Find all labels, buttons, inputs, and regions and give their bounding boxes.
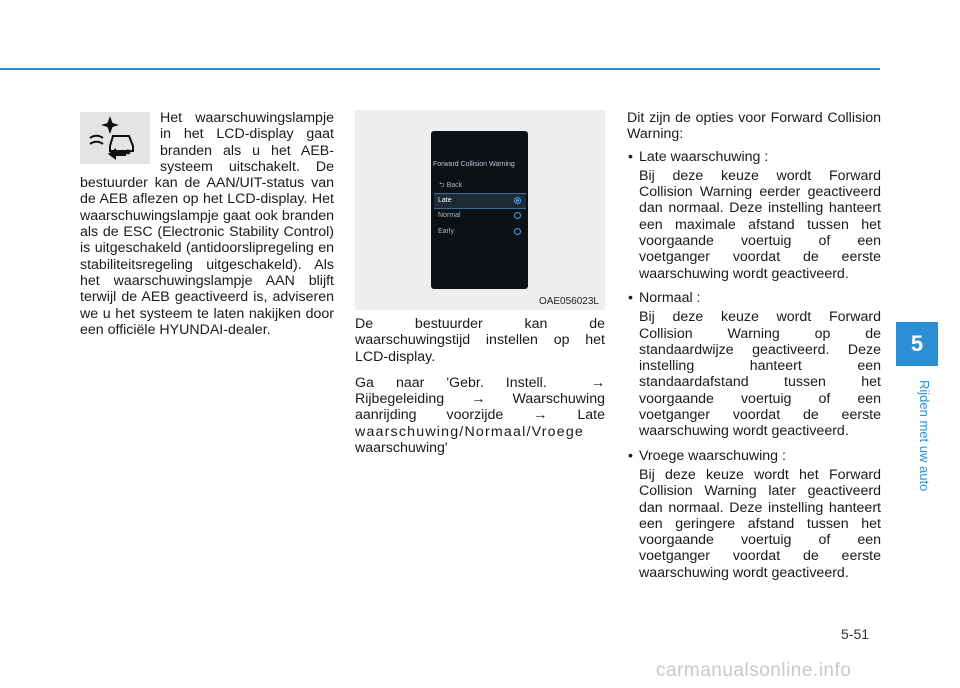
arrow-icon: →	[471, 391, 486, 408]
chapter-label: Rijden met uw auto	[917, 380, 932, 492]
lcd-option-early[interactable]	[434, 225, 526, 239]
option-title-text: Normaal :	[639, 289, 701, 306]
watermark: carmanualsonline.info	[656, 660, 852, 681]
menu-path-part: waarschuwing'	[355, 440, 448, 457]
arrow-icon: →	[533, 407, 548, 424]
chapter-tab: 5	[896, 322, 938, 366]
lcd-option-late[interactable]	[434, 193, 526, 209]
option-body-normal: Bij deze keuze wordt Forward Collision Warning op de standaardwijze geactiveerd. Deze instelling hanteert een standaardafstand tussen het voorgaande voertuig of een voetganger voordat de eerste waarschuwing wordt geactiveerd.	[639, 309, 881, 440]
lcd-screen-title: Forward Collision Warning	[433, 161, 515, 168]
column-middle	[355, 316, 605, 456]
radio-empty-icon	[514, 212, 521, 219]
menu-path-paragraph	[355, 375, 605, 456]
menu-path-part: Waarschuwing aanrijding voorzijde	[355, 391, 605, 424]
column-left	[80, 110, 334, 348]
option-body-early: Bij deze keuze wordt het Forward Collision Warning later geactiveerd dan normaal. Deze instelling hanteert een geringere afstand tussen het voorgaande voertuig of een voetganger voordat de eerste waarschuwing wordt geactiveerd.	[639, 466, 881, 581]
option-title-text: Vroege waarschuwing :	[639, 447, 786, 464]
lcd-option-label: Late	[438, 197, 452, 204]
bullet-icon: •	[628, 148, 633, 165]
radio-selected-icon	[514, 197, 521, 204]
menu-path-part: Rijbegeleiding	[355, 391, 445, 408]
lcd-option-normal[interactable]	[434, 209, 526, 223]
bullet-icon: •	[628, 447, 633, 464]
menu-path-part: waarschuwing/Normaal/Vroege	[355, 423, 585, 440]
radio-empty-icon	[514, 228, 521, 235]
page-number: 5-51	[841, 626, 870, 642]
option-title-normal	[627, 290, 881, 306]
column-right	[627, 110, 881, 589]
options-intro: Dit zijn de opties voor Forward Collision Warning:	[627, 110, 881, 143]
option-title-text: Late waarschuwing :	[639, 148, 769, 165]
back-arrow-icon: ⮌	[439, 182, 445, 189]
lcd-option-label: Normal	[438, 212, 461, 219]
setting-paragraph: De bestuurder kan de waarschuwingstijd instellen op het LCD-display.	[355, 316, 605, 365]
lcd-screen	[431, 131, 528, 289]
header-rule	[0, 68, 880, 70]
aeb-warning-paragraph: Het waarschuwingslampje in het LCD-display gaat branden als u het AEB-systeem uitschakelt. De bestuurder kan de AAN/UIT-status van de AEB aflezen op het LCD-display. Het waarschuwingslampje gaat ook branden als de ESC (Electronic Stability Control) is uitgeschakeld (antidoorslipregeling en stabiliteitsregeling uitgeschakeld). Als het waarschuwingslampje AAN blijft terwijl de AEB geactiveerd is, adviseren we u het systeem te laten nakijken door een officiële HYUNDAI-dealer.	[80, 110, 334, 338]
option-body-late: Bij deze keuze wordt Forward Collision Warning eerder geactiveerd dan normaal. Deze instelling hanteert een maximale afstand tussen het voorgaande voertuig of een voetganger voordat de eerste waarschuwing wordt geactiveerd.	[639, 167, 881, 282]
lcd-option-label: Early	[438, 228, 454, 235]
bullet-icon: •	[628, 289, 633, 306]
option-title-late	[627, 149, 881, 165]
lcd-back-item[interactable]	[439, 181, 462, 192]
option-title-early	[627, 448, 881, 464]
arrow-icon: →	[590, 374, 605, 391]
menu-path-part: Late	[577, 407, 605, 424]
figure-code: OAE056023L	[538, 296, 599, 307]
lcd-back-label: Back	[446, 182, 463, 189]
lcd-figure	[355, 110, 605, 310]
menu-path-part: Ga naar 'Gebr. Instell.	[355, 374, 547, 391]
aeb-warning-icon	[80, 112, 150, 164]
